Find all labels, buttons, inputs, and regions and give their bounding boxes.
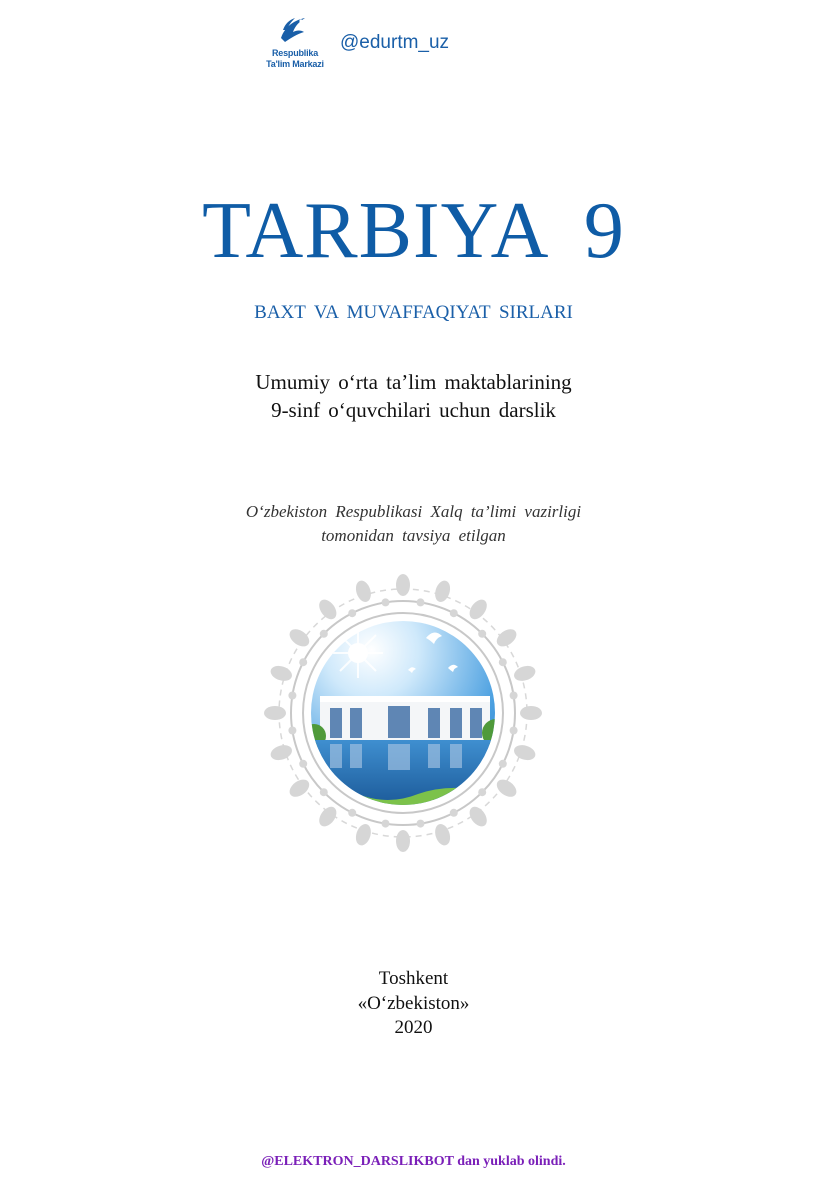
ornament-dot [320, 788, 328, 796]
ornament-dot [348, 609, 356, 617]
book-title: TARBIYA 9 [202, 187, 625, 275]
channel-handle: @edurtm_uz [340, 32, 450, 53]
ornament-petal [286, 776, 312, 800]
ornament-petal [433, 579, 453, 604]
ornament-dot [450, 609, 458, 617]
publisher-logo [255, 12, 335, 68]
ornament-dot [499, 658, 507, 666]
ornament-petal [512, 743, 537, 763]
ornament-petal [353, 822, 373, 847]
ornament-petal [269, 743, 294, 763]
ornament-petal [520, 706, 542, 720]
ornament-dot [299, 658, 307, 666]
bird-logo-icon [275, 12, 309, 46]
ornament-dot [299, 760, 307, 768]
ornament-petal [433, 822, 453, 847]
book-description-line1: Umumiy o‘rta ta’lim maktablarining [255, 370, 572, 394]
book-description-line2: 9-sinf o‘quvchilari uchun darslik [271, 398, 556, 422]
ornament-petal [494, 776, 520, 800]
ornament-petal [466, 596, 490, 622]
ornament-petal [466, 804, 490, 830]
book-subtitle: BAXT VA MUVAFFAQIYAT SIRLARI [254, 302, 573, 323]
download-footer [0, 1154, 827, 1170]
ornament-petal [353, 579, 373, 604]
logo-text-line1: Respublika [271, 48, 318, 58]
ornament-petal [396, 574, 410, 596]
logo-text-line2: Ta'lim Markazi [266, 59, 324, 69]
ornament-dot [320, 630, 328, 638]
recommendation-line2: tomonidan tavsiya etilgan [321, 526, 506, 545]
ornament-petal [316, 596, 340, 622]
cover-illustration [258, 568, 548, 858]
ornament-petal [286, 626, 312, 650]
ornament-dot [478, 630, 486, 638]
ornament-dot [478, 788, 486, 796]
imprint-city: Toshkent [378, 968, 449, 989]
ornament-dot [417, 598, 425, 606]
imprint-publisher: «O‘zbekiston» [357, 993, 470, 1014]
imprint-year: 2020 [394, 1017, 433, 1038]
ornament-petal [512, 663, 537, 683]
ornament-dot [417, 820, 425, 828]
ornament-dot [288, 692, 296, 700]
ornament-dot [348, 809, 356, 817]
ornament-petal [494, 626, 520, 650]
ornament-petal [269, 663, 294, 683]
ornament-dot [288, 727, 296, 735]
ornament-dot [450, 809, 458, 817]
footer-handle[interactable]: @ELEKTRON_DARSLIKBOT [261, 1154, 454, 1169]
ornament-dot [510, 727, 518, 735]
footer-text: dan yuklab olindi. [453, 1154, 566, 1169]
ornament-petal [396, 830, 410, 852]
ornament-dot [382, 598, 390, 606]
ornament-dot [499, 760, 507, 768]
recommendation-line1: O‘zbekiston Respublikasi Xalq ta’limi vazirligi [245, 502, 582, 521]
ornament-dot [382, 820, 390, 828]
ornament-petal [316, 804, 340, 830]
ornament-petal [264, 706, 286, 720]
ornament-dot [510, 692, 518, 700]
